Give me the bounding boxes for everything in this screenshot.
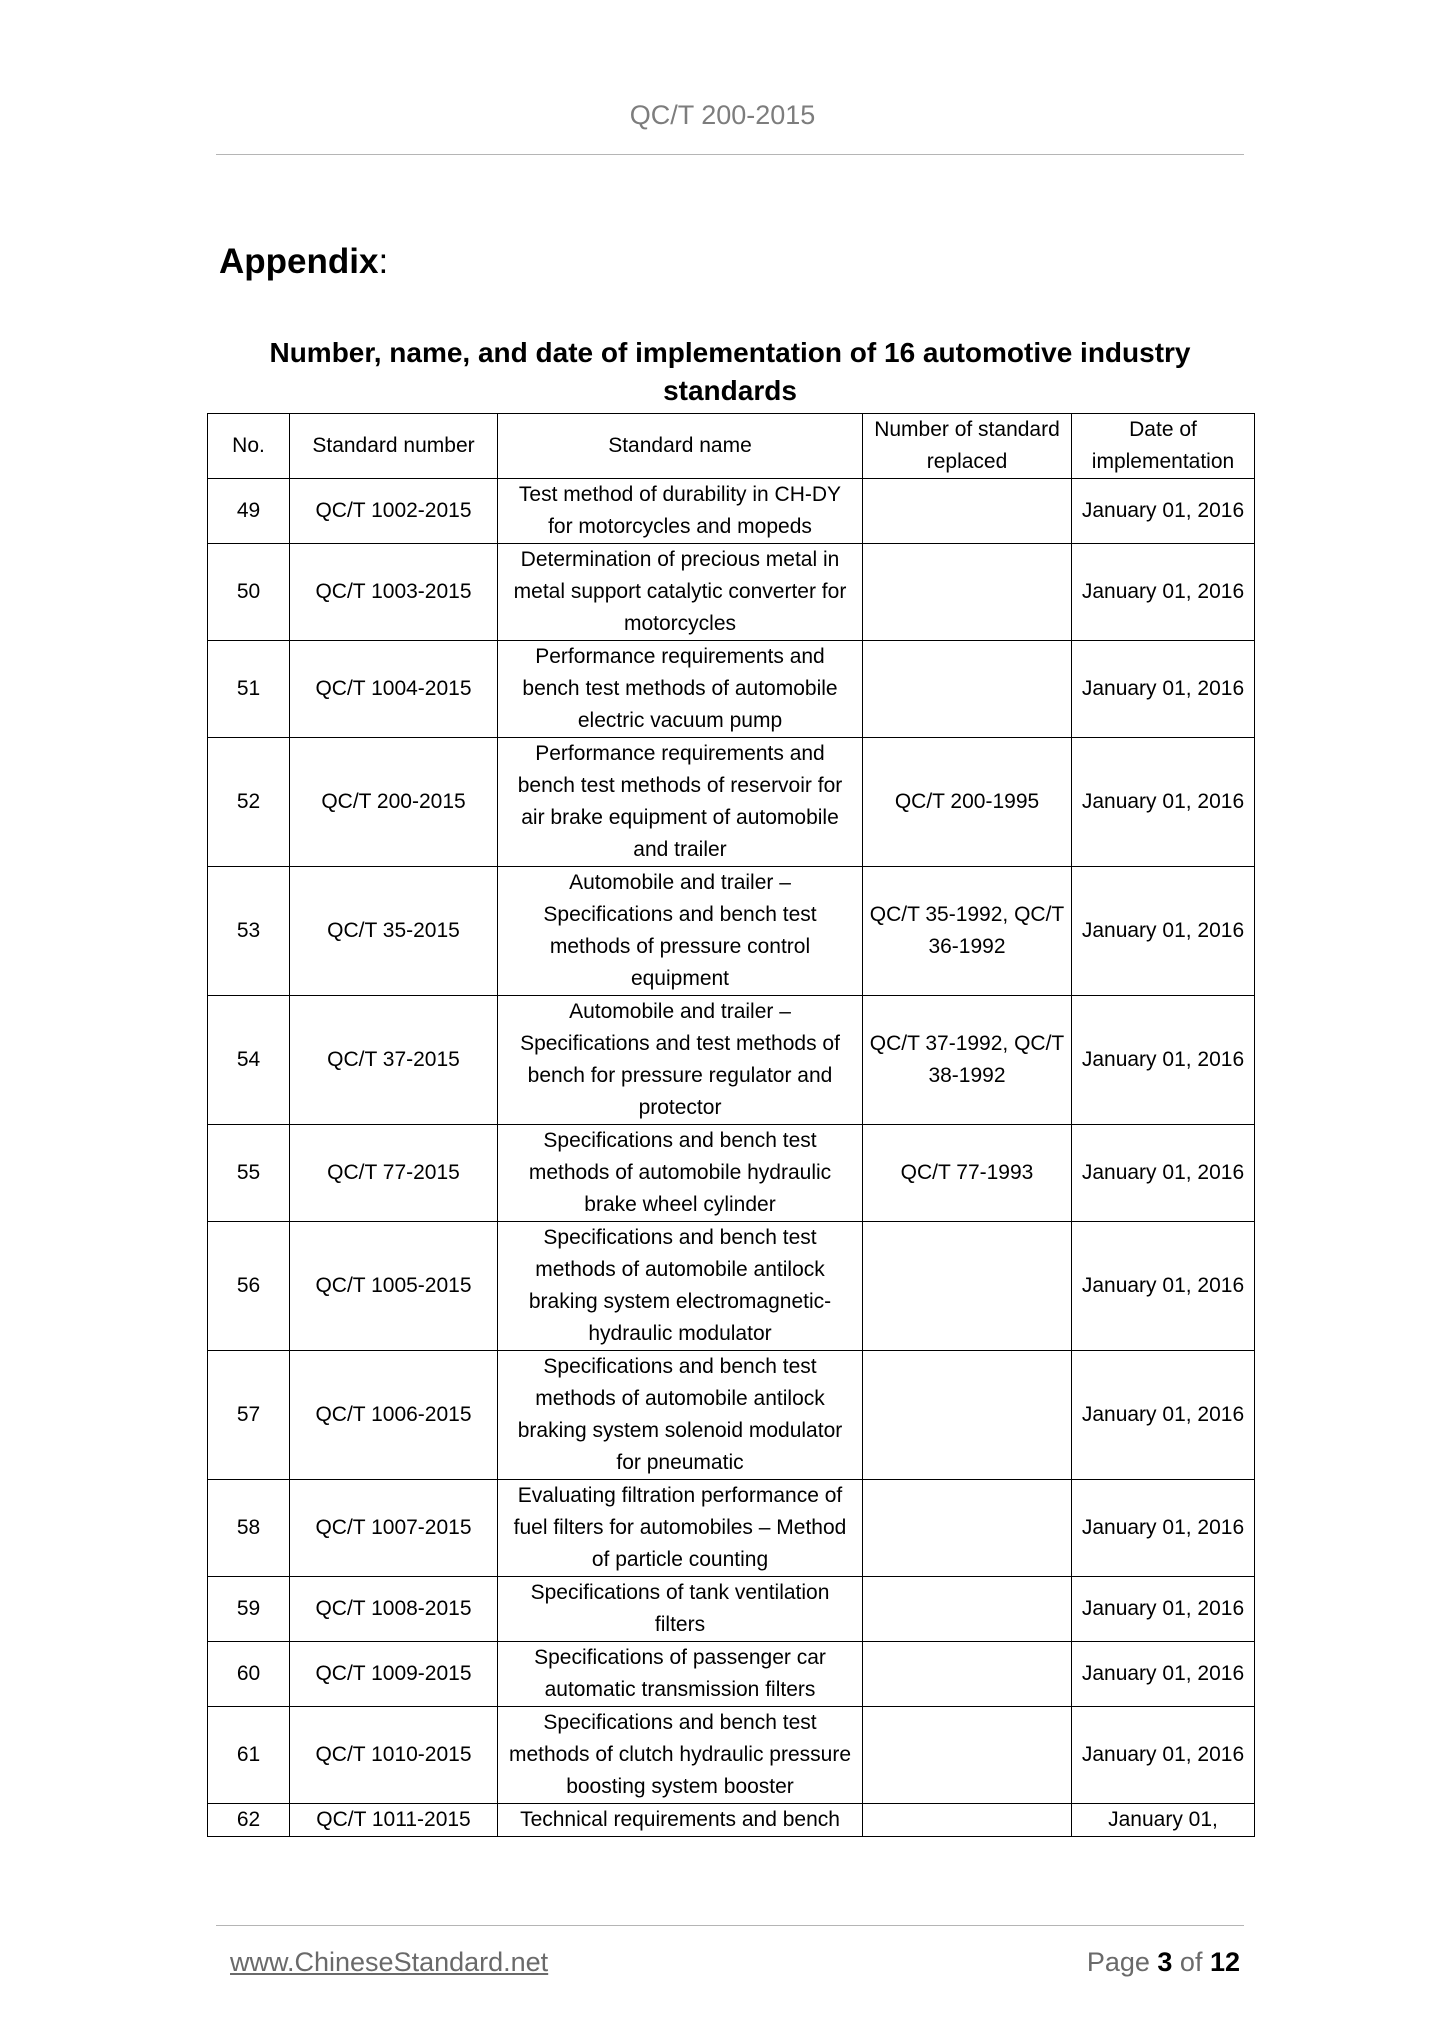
cell-standard-number: QC/T 1004-2015 bbox=[290, 641, 498, 738]
cell-date: January 01, 2016 bbox=[1072, 996, 1255, 1125]
table-row bbox=[208, 1480, 1255, 1577]
cell-standard-name: Automobile and trailer – Specifications and bench test methods of pressure control equipment bbox=[498, 867, 863, 996]
cell-date: January 01, 2016 bbox=[1072, 1351, 1255, 1480]
appendix-title-text: Appendix bbox=[219, 242, 379, 281]
cell-date: January 01, 2016 bbox=[1072, 641, 1255, 738]
document-id-header: QC/T 200-2015 bbox=[629, 100, 816, 130]
cell-standard-number: QC/T 35-2015 bbox=[290, 867, 498, 996]
table-row bbox=[208, 479, 1255, 544]
cell-replaced bbox=[863, 641, 1072, 738]
table-row bbox=[208, 867, 1255, 996]
cell-no: 56 bbox=[208, 1222, 290, 1351]
cell-no: 51 bbox=[208, 641, 290, 738]
table-header-row bbox=[208, 414, 1255, 479]
cell-standard-number: QC/T 1003-2015 bbox=[290, 544, 498, 641]
cell-date: January 01, 2016 bbox=[1072, 738, 1255, 867]
table-row bbox=[208, 1125, 1255, 1222]
cell-standard-number: QC/T 1002-2015 bbox=[290, 479, 498, 544]
cell-date: January 01, 2016 bbox=[1072, 1642, 1255, 1707]
cell-replaced: QC/T 200-1995 bbox=[863, 738, 1072, 867]
cell-standard-number: QC/T 200-2015 bbox=[290, 738, 498, 867]
cell-date: January 01, 2016 bbox=[1072, 544, 1255, 641]
cell-standard-number: QC/T 1008-2015 bbox=[290, 1577, 498, 1642]
page-current: 3 bbox=[1157, 1947, 1173, 1977]
cell-no: 59 bbox=[208, 1577, 290, 1642]
cell-no: 49 bbox=[208, 479, 290, 544]
cell-standard-name: Performance requirements and bench test methods of automobile electric vacuum pump bbox=[498, 641, 863, 738]
column-header-date: Date of implementation bbox=[1072, 414, 1255, 479]
cell-no: 55 bbox=[208, 1125, 290, 1222]
cell-standard-number: QC/T 37-2015 bbox=[290, 996, 498, 1125]
cell-replaced bbox=[863, 1642, 1072, 1707]
column-header-replaced: Number of standard replaced bbox=[863, 414, 1072, 479]
table-caption bbox=[216, 334, 1244, 410]
page-mid: of bbox=[1172, 1947, 1210, 1977]
cell-standard-number: QC/T 1011-2015 bbox=[290, 1804, 498, 1837]
cell-standard-number: QC/T 77-2015 bbox=[290, 1125, 498, 1222]
header-divider bbox=[216, 154, 1244, 155]
cell-standard-name: Determination of precious metal in metal support catalytic converter for motorcycles bbox=[498, 544, 863, 641]
cell-replaced bbox=[863, 1577, 1072, 1642]
cell-no: 53 bbox=[208, 867, 290, 996]
cell-replaced: QC/T 37-1992, QC/T 38-1992 bbox=[863, 996, 1072, 1125]
cell-standard-number: QC/T 1009-2015 bbox=[290, 1642, 498, 1707]
cell-no: 57 bbox=[208, 1351, 290, 1480]
table-row bbox=[208, 996, 1255, 1125]
cell-date: January 01, 2016 bbox=[1072, 1222, 1255, 1351]
table-row bbox=[208, 1804, 1255, 1837]
table-row bbox=[208, 1642, 1255, 1707]
cell-replaced bbox=[863, 479, 1072, 544]
appendix-title-colon: : bbox=[378, 242, 389, 281]
cell-standard-name: Evaluating filtration performance of fuel filters for automobiles – Method of particle counting bbox=[498, 1480, 863, 1577]
page-indicator bbox=[1087, 1947, 1240, 1978]
cell-standard-name: Test method of durability in CH-DY for motorcycles and mopeds bbox=[498, 479, 863, 544]
table-caption-line-1: Number, name, and date of implementation of 16 automotive industry bbox=[269, 337, 1191, 368]
cell-replaced bbox=[863, 1351, 1072, 1480]
cell-replaced bbox=[863, 1480, 1072, 1577]
cell-standard-name: Specifications and bench test methods of clutch hydraulic pressure boosting system booster bbox=[498, 1707, 863, 1804]
cell-standard-name: Specifications and bench test methods of automobile hydraulic brake wheel cylinder bbox=[498, 1125, 863, 1222]
cell-no: 62 bbox=[208, 1804, 290, 1837]
cell-date: January 01, 2016 bbox=[1072, 1480, 1255, 1577]
cell-date: January 01, bbox=[1072, 1804, 1255, 1837]
cell-date: January 01, 2016 bbox=[1072, 867, 1255, 996]
table-row bbox=[208, 1351, 1255, 1480]
table-row bbox=[208, 1222, 1255, 1351]
cell-no: 60 bbox=[208, 1642, 290, 1707]
cell-replaced bbox=[863, 544, 1072, 641]
cell-standard-name: Specifications of tank ventilation filters bbox=[498, 1577, 863, 1642]
cell-replaced bbox=[863, 1222, 1072, 1351]
column-header-standard-number: Standard number bbox=[290, 414, 498, 479]
column-header-no: No. bbox=[208, 414, 290, 479]
column-header-standard-name: Standard name bbox=[498, 414, 863, 479]
table-row bbox=[208, 1707, 1255, 1804]
cell-standard-name: Automobile and trailer – Specifications and test methods of bench for pressure regulator and protector bbox=[498, 996, 863, 1125]
footer-divider bbox=[216, 1925, 1244, 1926]
table-row bbox=[208, 738, 1255, 867]
cell-date: January 01, 2016 bbox=[1072, 479, 1255, 544]
cell-standard-name: Performance requirements and bench test methods of reservoir for air brake equipment of automobile and trailer bbox=[498, 738, 863, 867]
cell-replaced bbox=[863, 1707, 1072, 1804]
table-row bbox=[208, 641, 1255, 738]
cell-standard-number: QC/T 1007-2015 bbox=[290, 1480, 498, 1577]
cell-standard-number: QC/T 1005-2015 bbox=[290, 1222, 498, 1351]
cell-standard-name: Specifications and bench test methods of automobile antilock braking system electromagnetic-hydraulic modulator bbox=[498, 1222, 863, 1351]
cell-no: 54 bbox=[208, 996, 290, 1125]
cell-no: 61 bbox=[208, 1707, 290, 1804]
table-row bbox=[208, 1577, 1255, 1642]
cell-no: 50 bbox=[208, 544, 290, 641]
page-prefix: Page bbox=[1086, 1947, 1158, 1977]
cell-no: 58 bbox=[208, 1480, 290, 1577]
cell-standard-name: Specifications and bench test methods of automobile antilock braking system solenoid modulator for pneumatic bbox=[498, 1351, 863, 1480]
appendix-title bbox=[219, 242, 388, 282]
cell-date: January 01, 2016 bbox=[1072, 1707, 1255, 1804]
table-caption-line-2: standards bbox=[663, 375, 797, 406]
cell-no: 52 bbox=[208, 738, 290, 867]
table-row bbox=[208, 544, 1255, 641]
cell-replaced: QC/T 77-1993 bbox=[863, 1125, 1072, 1222]
cell-replaced: QC/T 35-1992, QC/T 36-1992 bbox=[863, 867, 1072, 996]
cell-date: January 01, 2016 bbox=[1072, 1125, 1255, 1222]
cell-standard-number: QC/T 1006-2015 bbox=[290, 1351, 498, 1480]
cell-replaced bbox=[863, 1804, 1072, 1837]
page-total: 12 bbox=[1209, 1947, 1240, 1977]
standards-table bbox=[207, 413, 1255, 1837]
cell-date: January 01, 2016 bbox=[1072, 1577, 1255, 1642]
cell-standard-name: Technical requirements and bench bbox=[498, 1804, 863, 1837]
cell-standard-name: Specifications of passenger car automatic transmission filters bbox=[498, 1642, 863, 1707]
website-link[interactable]: www.ChineseStandard.net bbox=[230, 1947, 549, 1977]
cell-standard-number: QC/T 1010-2015 bbox=[290, 1707, 498, 1804]
